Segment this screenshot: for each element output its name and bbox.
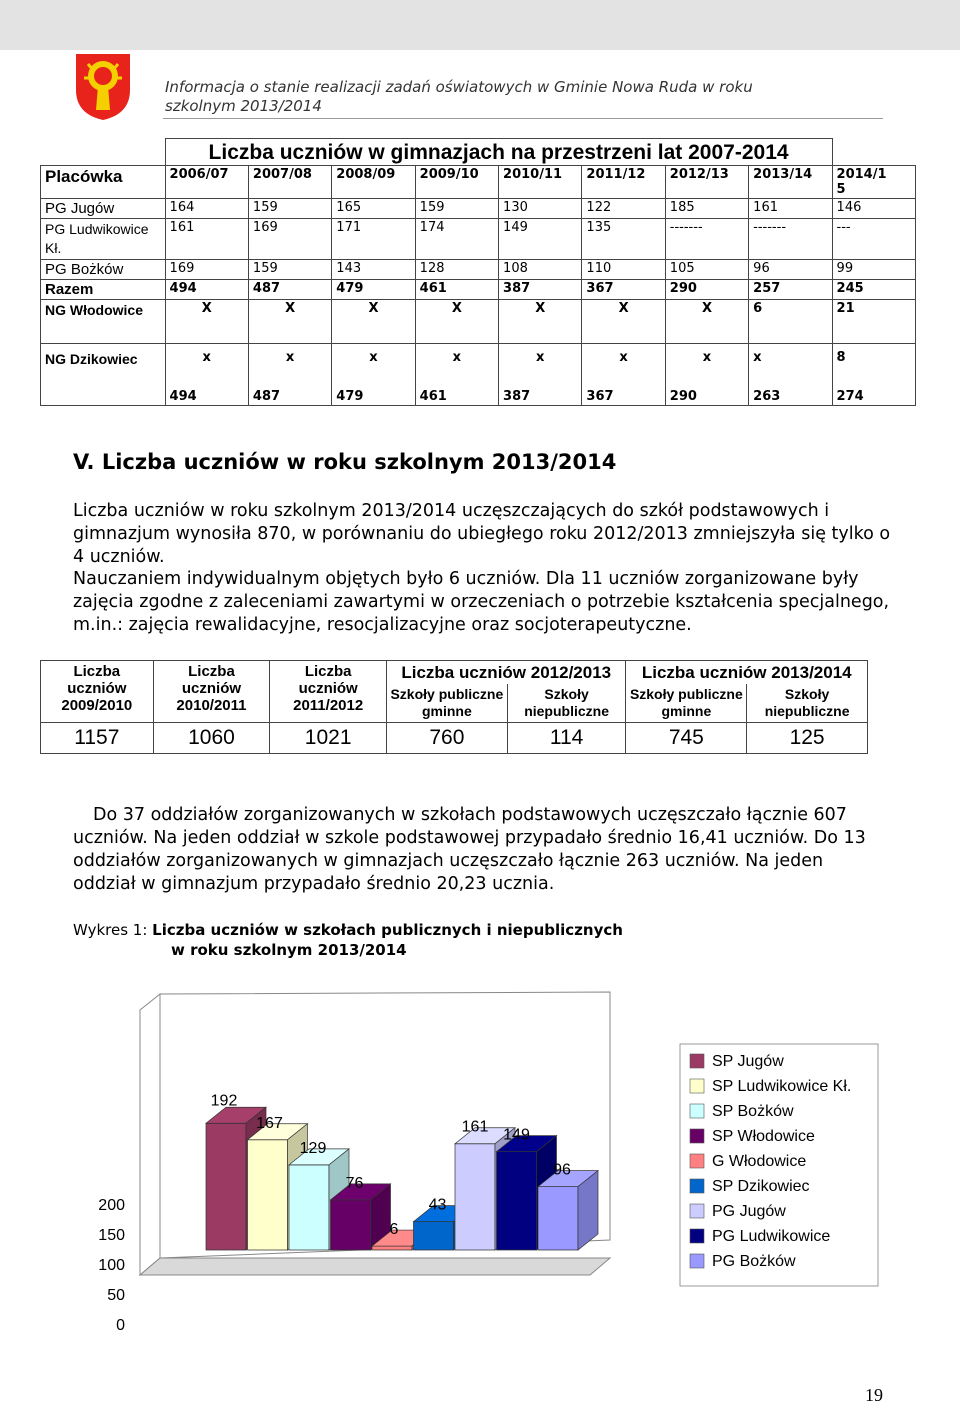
legend-swatch: [690, 1229, 704, 1243]
row-label: NG Włodowice: [41, 300, 166, 344]
subheader-public: Szkoły publiczne gminne: [387, 684, 508, 723]
bar-front: [414, 1222, 454, 1250]
cell: x: [665, 344, 748, 388]
table-row-sum: [41, 388, 916, 406]
header-2011: Liczba uczniów 2011/2012: [270, 661, 387, 723]
subheader-nonpublic: Szkoły niepubliczne: [747, 684, 868, 723]
legend-swatch: [690, 1104, 704, 1118]
table-row: [41, 219, 916, 260]
bar-front: [497, 1152, 537, 1250]
section-title: V. Liczba uczniów w roku szkolnym 2013/2014: [73, 450, 617, 474]
cell: 128: [415, 260, 498, 280]
legend-swatch: [690, 1054, 704, 1068]
legend-swatch: [690, 1129, 704, 1143]
legend-label: G Włodowice: [712, 1153, 807, 1170]
header-2009: Liczba uczniów 2009/2010: [41, 661, 154, 723]
top-bar: [0, 0, 960, 50]
cell: 290: [665, 388, 748, 406]
table-title: Liczba uczniów w gimnazjach na przestrzeni lat 2007-2014: [165, 139, 832, 166]
bar-front: [372, 1246, 412, 1250]
cell: x: [248, 344, 331, 388]
cell: 487: [248, 388, 331, 406]
header-line-1: Informacja o stanie realizacji zadań oświatowych w Gminie Nowa Ruda w roku: [165, 78, 753, 96]
header-2013: Liczba uczniów 2013/2014: [626, 661, 868, 685]
bar-value-label: 129: [299, 1139, 327, 1157]
cell: 257: [749, 280, 832, 300]
cell: 367: [582, 280, 665, 300]
cell: 245: [832, 280, 915, 300]
cell: 135: [582, 219, 665, 260]
legend-swatch: [690, 1154, 704, 1168]
cell: -------: [749, 219, 832, 260]
cell: 8: [832, 344, 915, 388]
legend-label: PG Ludwikowice: [712, 1228, 831, 1245]
cell: 21: [832, 300, 915, 344]
legend-label: PG Jugów: [712, 1203, 786, 1220]
cell: -------: [665, 219, 748, 260]
legend-label: SP Włodowice: [712, 1128, 815, 1145]
cell: 143: [332, 260, 415, 280]
students-bar-chart: [70, 980, 890, 1360]
table-row: [41, 344, 916, 388]
bar-value-label: 6: [389, 1221, 399, 1239]
year-header: 2010/11: [499, 166, 582, 199]
cell: 367: [582, 388, 665, 406]
coat-of-arms-logo: [74, 52, 132, 122]
legend-label: PG Bożków: [712, 1253, 796, 1270]
cell: 760: [387, 723, 508, 754]
cell: 174: [415, 219, 498, 260]
year-header: 2014/1 5: [832, 166, 915, 199]
table-row: [41, 260, 916, 280]
cell: 125: [747, 723, 868, 754]
cell: 165: [332, 199, 415, 219]
year-header: 2009/10: [415, 166, 498, 199]
cell: ---: [832, 219, 915, 260]
cell: 161: [749, 199, 832, 219]
subheader-nonpublic: Szkoły niepubliczne: [507, 684, 626, 723]
bar-front: [206, 1123, 246, 1250]
cell: 745: [626, 723, 747, 754]
figure-title-line-1: Liczba uczniów w szkołach publicznych i niepublicznych: [152, 921, 623, 939]
cell: X: [415, 300, 498, 344]
year-header: 2007/08: [248, 166, 331, 199]
legend-swatch: [690, 1179, 704, 1193]
cell: 169: [165, 260, 248, 280]
cell: x: [165, 344, 248, 388]
cell: 290: [665, 280, 748, 300]
cell: 494: [165, 388, 248, 406]
bar-front: [331, 1200, 371, 1250]
row-label: PG Jugów: [41, 199, 166, 219]
cell: 159: [415, 199, 498, 219]
paragraph-3: Do 37 oddziałów zorganizowanych w szkołach podstawowych uczęszczało łącznie 607 uczniów. Na jeden oddział w szkole podstawowej przypadało średnio 16,41 uczniów. Do 13 oddziałów zorganizowanych w gimnazjach uczęszczało łącznie 263 uczniów. Na jeden oddział w gimnazjum przypadało średnio 20,23 ucznia.: [73, 805, 866, 894]
y-tick-label: 150: [98, 1227, 125, 1244]
cell: 130: [499, 199, 582, 219]
legend-label: SP Bożków: [712, 1103, 794, 1120]
cell: 1060: [153, 723, 270, 754]
cell: 110: [582, 260, 665, 280]
document-header: [165, 78, 753, 116]
table-row: [41, 300, 916, 344]
row-label: PG Bożków: [41, 260, 166, 280]
students-by-year-table: [40, 660, 868, 754]
bar-value-label: 149: [503, 1126, 530, 1144]
year-header: 2011/12: [582, 166, 665, 199]
table-row-total: [41, 280, 916, 300]
header-line-2: szkolnym 2013/2014: [165, 97, 322, 115]
cell: 108: [499, 260, 582, 280]
cell: 263: [749, 388, 832, 406]
bar-front: [248, 1140, 288, 1250]
row-label: Razem: [41, 280, 166, 300]
table-row: [41, 723, 868, 754]
bar-front: [289, 1165, 329, 1250]
chart-floor: [140, 1258, 610, 1275]
cell: 105: [665, 260, 748, 280]
cell: 146: [832, 199, 915, 219]
cell: x: [332, 344, 415, 388]
cell: x: [415, 344, 498, 388]
cell: 149: [499, 219, 582, 260]
header-2010: Liczba uczniów 2010/2011: [153, 661, 270, 723]
row-label: PG Ludwikowice Kł.: [41, 219, 166, 260]
header-divider: [163, 118, 883, 119]
cell: 494: [165, 280, 248, 300]
year-header: 2013/14: [749, 166, 832, 199]
bar-value-label: 96: [553, 1161, 571, 1179]
bar-value-label: 192: [210, 1092, 238, 1110]
legend-label: SP Jugów: [712, 1053, 784, 1070]
subheader-public: Szkoły publiczne gminne: [626, 684, 747, 723]
header-2012: Liczba uczniów 2012/2013: [387, 661, 626, 685]
legend-swatch: [690, 1254, 704, 1268]
cell: x: [582, 344, 665, 388]
cell: 114: [507, 723, 626, 754]
cell: 387: [499, 388, 582, 406]
chart-side-wall: [140, 994, 160, 1275]
legend-swatch: [690, 1204, 704, 1218]
table-row: [41, 199, 916, 219]
cell: 159: [248, 260, 331, 280]
cell: X: [332, 300, 415, 344]
bar-front: [538, 1187, 578, 1250]
cell: 164: [165, 199, 248, 219]
cell: 1021: [270, 723, 387, 754]
legend-swatch: [690, 1079, 704, 1093]
cell: x: [499, 344, 582, 388]
gymnasium-students-table: [40, 138, 916, 406]
y-tick-label: 0: [116, 1317, 125, 1334]
bar-value-label: 167: [256, 1114, 283, 1132]
y-tick-label: 100: [98, 1257, 125, 1274]
cell: 274: [832, 388, 915, 406]
figure-prefix: Wykres 1:: [73, 921, 153, 939]
cell: 461: [415, 280, 498, 300]
year-header: 2006/07: [165, 166, 248, 199]
cell: X: [499, 300, 582, 344]
cell: 159: [248, 199, 331, 219]
y-tick-label: 200: [98, 1197, 125, 1214]
row-label: NG Dzikowiec: [41, 344, 166, 406]
cell: 169: [248, 219, 331, 260]
paragraph-2: Nauczaniem indywidualnym objętych było 6 uczniów. Dla 11 uczniów zorganizowane były zajęcia zgodne z zaleceniami zawartymi w orzeczeniach o potrzebie kształcenia specjalnego, m.in.: zajęcia rewalidacyjne, resocjalizacyjne oraz socjoterapeutyczne.: [73, 569, 890, 635]
placowka-header: Placówka: [41, 166, 166, 199]
cell: 1157: [41, 723, 154, 754]
cell: 479: [332, 388, 415, 406]
page-number: 19: [865, 1385, 883, 1405]
bar-value-label: 43: [428, 1196, 447, 1214]
cell: 479: [332, 280, 415, 300]
bar-value-label: 76: [345, 1174, 364, 1192]
figure-title-line-2: w roku szkolnym 2013/2014: [171, 941, 407, 959]
cell: X: [665, 300, 748, 344]
legend-label: SP Dzikowiec: [712, 1178, 810, 1195]
cell: 185: [665, 199, 748, 219]
cell: 6: [749, 300, 832, 344]
cell: 387: [499, 280, 582, 300]
figure-caption: [73, 920, 623, 960]
cell: X: [582, 300, 665, 344]
legend-label: SP Ludwikowice Kł.: [712, 1078, 852, 1095]
cell: 96: [749, 260, 832, 280]
cell: 171: [332, 219, 415, 260]
cell: x: [749, 344, 832, 388]
bar-front: [455, 1144, 495, 1250]
y-tick-label: 50: [107, 1287, 125, 1304]
cell: 99: [832, 260, 915, 280]
cell: 161: [165, 219, 248, 260]
bar-value-label: 161: [461, 1118, 489, 1136]
year-header: 2012/13: [665, 166, 748, 199]
year-header: 2008/09: [332, 166, 415, 199]
paragraph-1: Liczba uczniów w roku szkolnym 2013/2014 uczęszczających do szkół podstawowych i gimnazjum wynosiła 870, w porównaniu do ubiegłego roku 2012/2013 zmniejszyła się tylko o 4 uczniów.: [73, 501, 891, 567]
cell: 122: [582, 199, 665, 219]
cell: X: [165, 300, 248, 344]
cell: 487: [248, 280, 331, 300]
cell: X: [248, 300, 331, 344]
cell: 461: [415, 388, 498, 406]
